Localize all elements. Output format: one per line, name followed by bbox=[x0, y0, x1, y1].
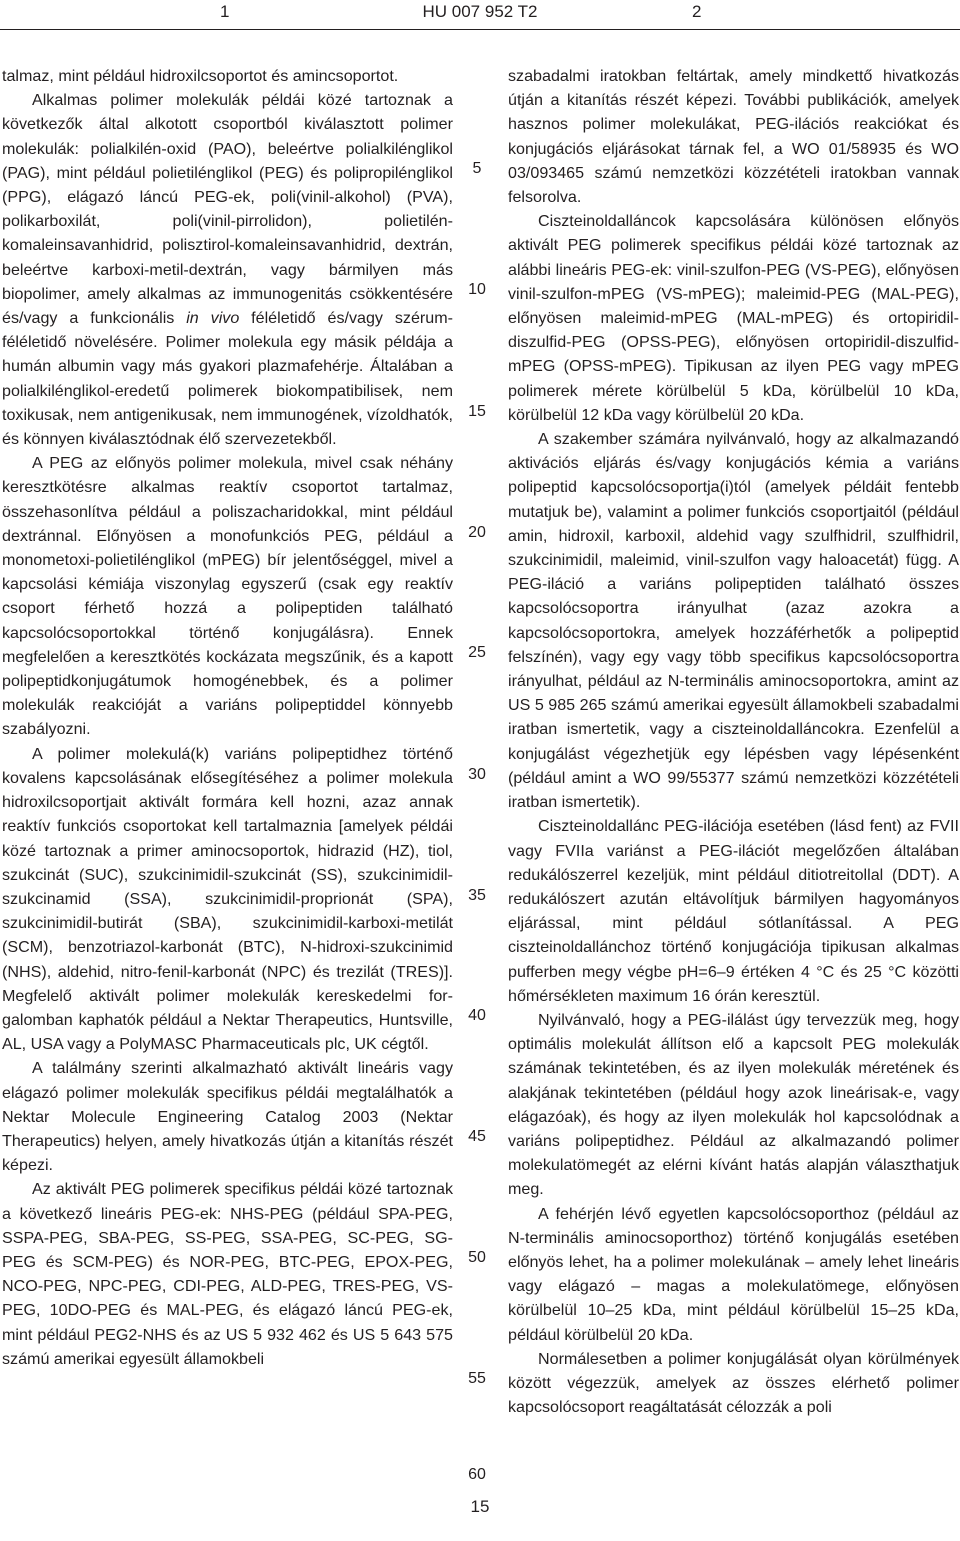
paragraph-text: féléletidő és/vagy szérum-féléletidő növelésére. Polimer molekula egy másik példája a humán albumin vagy más gyakori plazmafehérje. Általában a polialkilénglikol-eredetű polimerek biokompatibilisek, nem toxikusak, nem antigenikusak, nem immunogének, vízoldhatók, és könnyen kiválasztódnak élő szervezetekből. bbox=[2, 309, 453, 449]
page-number-left: 1 bbox=[220, 2, 230, 21]
paragraph: A szakember számára nyilvánvaló, hogy az alkalmazandó aktivációs eljárás és/vagy konjugációs kémia a variáns polipeptid kapcsolócsoportja(i)tól (amelyek példáit fentebb mutatjuk be), valamint a polimer funkciós csoportjaitól (például amin, hidroxil, karboxil, aldehid vagy szulfhidril, szulfhidril, szukcinimidil, maleimid, vinil-szulfon vagy haloacetát) függ. A PEG-iláció a variáns polipeptiden található összes kapcsolócsoportra irányulhat (azaz azokra a kapcsolócsoportokra, amelyek hozzáférhetők a polipeptid felszínén), vagy egy vagy több specifikus kapcsolócsoportra irányulhat, például az N-terminális aminocsoportokra, amint az US 5 985 265 számú amerikai egyesült államokbeli szabadalmi iratban ismertetik, vagy a ciszteinoldalláncokra. Ezenfelül a konjugálást végezhetjük egy lépésben vagy lépésenként (például amint a WO 99/55377 számú nemzetközi közzétételi iratban ismertetik). bbox=[508, 430, 959, 812]
paragraph: A találmány szerinti alkalmazható aktivált lineáris vagy elágazó polimer molekulák specifikus példái megtalálhatók a Nektar Molecule Engineering Catalog 2003 (Nektar Therapeutics) helyen, amely hivatkozás útján a kitanítás részét képezi. bbox=[2, 1059, 453, 1175]
paragraph: szabadalmi iratokban feltártak, amely mindkettő hivatkozás útján a kitanítás részét képezi. További publikációk, amelyek hasznos polimer molekulákat, PEG-ilációs reakciókat és konjugációs eljárásokat tárnak fel, a WO 01/58935 és WO 03/093465 számú nemzetközi közzétételi iratokban vannak felsorolva. bbox=[508, 67, 959, 207]
paragraph: Normálesetben a polimer konjugálását olyan körülmények között végezzük, amelyek az összes elérhető polimer kapcsolócsoport reagáltatását célozzák a poli bbox=[508, 1349, 959, 1417]
left-column bbox=[2, 64, 453, 1371]
line-number: 40 bbox=[468, 1007, 486, 1024]
paragraph: Ciszteinoldalláncok kapcsolására különösen előnyös aktivált PEG polimerek specifikus példái közé tartoznak az alábbi lineáris PEG-ek: vinil-szulfon-PEG (VS-PEG), előnyösen vinil-szulfon-mPEG (VS-mPEG); maleimid-PEG (MAL-PEG), előnyösen maleimid-mPEG (MAL-mPEG) és ortopiridil-diszulfid-PEG (OPSS-PEG), előnyösen ortopiridil-diszulfid-mPEG (OPSS-mPEG). Tipikusan az ilyen PEG vagy mPEG polimerek mérete körülbelül 5 kDa, körülbelül 10 kDa, körülbelül 12 kDa vagy körülbelül 20 kDa. bbox=[508, 212, 959, 424]
line-number: 45 bbox=[468, 1128, 486, 1145]
right-column bbox=[508, 64, 959, 1419]
header-rule bbox=[0, 29, 960, 30]
paragraph: A fehérjén lévő egyetlen kapcsolócsoporthoz (például az N-terminális aminocsoporthoz) történő konjugálás esetében előnyös lehet, ha a polimer molekulának – amely lehet lineáris vagy elágazó – magas a molekulatömege, előnyösen körülbelül 10–25 kDa, mint például körülbelül 15–25 kDa, például körülbelül 20 kDa. bbox=[508, 1204, 959, 1344]
line-number: 30 bbox=[468, 766, 486, 783]
paragraph: Az aktivált PEG polimerek specifikus példái közé tartoznak a következő lineáris PEG-ek: NHS-PEG (például SPA-PEG, SSPA-PEG, SBA-PEG, SS-PEG, SSA-PEG, SC-PEG, SG-PEG és SCM-PEG) és NOR-PEG, BTC-PEG, EPOX-PEG, NCO-PEG, NPC-PEG, CDI-PEG, ALD-PEG, TRES-PEG, VS-PEG, 10DO-PEG és MAL-PEG, és elágazó láncú PEG-ek, mint például PEG2-NHS és az US 5 932 462 és US 5 643 575 számú amerikai egyesült államokbeli bbox=[2, 1180, 453, 1368]
paragraph: Nyilvánvaló, hogy a PEG-ilálást úgy tervezzük meg, hogy optimális molekulát állítson elő a kapcsolt PEG molekulák számának tekintetében, és az ilyen molekulák méretének és alakjának tekintetében (például hogy azok lineárisak-e, vagy elágazóak), és hogy az ilyen molekulák hol kapcsolódnak a variáns polipeptidhez. Például az alkalmazandó polimer molekulatömegét az elérni kívánt hatás alapján választhatjuk meg. bbox=[508, 1010, 959, 1199]
paragraph: A polimer molekulá(k) variáns polipeptidhez történő kovalens kapcsolásának elősegítéséhez a polimer molekula hidroxilcsoportjait aktivált formára kell hozni, azaz annak reaktív funkciós csoportokat kell tartalmaznia [amelyek példái közé tartoznak a primer aminocsoportok, hidrazid (HZ), tiol, szukcinát (SUC), szukcinimidil-szukcinát (SS), szukcinimidil-szukcinamid (SSA), szukcinimidil-proprionát (SPA), szukcinimidil-butirát (SBA), szukcinimidil-karboxi-metilát (SCM), benzotriazol-karbonát (BTC), N-hidroxi-szukcinimid (NHS), aldehid, nitro-fenil-karbonát (NPC) és trezilát (TRES)]. Megfelelő aktivált polimer molekulák kereskedelmi forgalomban kaphatók például a Nektar Therapeutics, Huntsville, AL, USA vagy a PolyMASC Pharmaceuticals plc, UK cégtől. bbox=[2, 744, 453, 1054]
line-number: 55 bbox=[468, 1370, 486, 1387]
line-number: 50 bbox=[468, 1249, 486, 1266]
document-id: HU 007 952 T2 bbox=[422, 2, 538, 21]
italic-term: in bbox=[186, 309, 199, 328]
paragraph: talmaz, mint például hidroxilcsoportot és amincsoportot. bbox=[2, 67, 399, 85]
paragraph-text bbox=[199, 309, 211, 327]
line-number: 5 bbox=[472, 160, 482, 177]
line-number: 60 bbox=[468, 1466, 486, 1483]
line-number: 15 bbox=[468, 403, 486, 420]
paragraph: A PEG az előnyös polimer molekula, mivel csak néhány keresztkötésre alkalmas reaktív csoportot tartalmaz, összehasonlítva például a poliszacharidokkal, mint például dextránnal. Előnyösen a monofunkciós PEG, például a monometoxi-polietilénglikol (mPEG) bír jelentőséggel, mivel a kapcsolási kémiája viszonylag egyszerű (csak egy reaktív csoport férhető hozzá a polipeptiden található kapcsolócsoportokkal történő konjugálásra). Ennek megfelelően a keresztkötés kockázata megszűnik, és a kapott polipeptidkonjugátumok homogénebbek, és a polimer molekulák reakcióját a variáns polipeptiddel könnyebb szabályozni. bbox=[2, 454, 453, 739]
line-number: 35 bbox=[468, 887, 486, 904]
line-number: 25 bbox=[468, 644, 486, 661]
italic-term: vivo bbox=[210, 309, 240, 328]
paragraph: Ciszteinoldallánc PEG-ilációja esetében (lásd fent) az FVII vagy FVIIa variánst a PEG-ilációt megelőzően általában redukálószerrel kezeljük, mint például ditiotreitollal (DDT). A redukálószert azután eltávolítjuk bármilyen hagyományos eljárással, mint például sótlanítással. A PEG ciszteinoldallánchoz történő konjugációja tipikusan alkalmas pufferben megy végbe pH=6–9 értéken 4 °C és 25 °C közötti hőmérsékleten maximum 16 órán keresztül. bbox=[508, 817, 959, 1005]
page-footer-number: 15 bbox=[470, 1497, 490, 1516]
line-number: 10 bbox=[468, 281, 486, 298]
paragraph-text: Alkalmas polimer molekulák példái közé tartoznak a következők által alkotott csoportból kiválasztott polimer molekulák: polialkilén-oxid (PAO), beleértve polialkilénglikol (PAG), mint például polietilénglikol (PEG) és polipropilénglikol (PPG), elágazó láncú PEG-ek, poli(vinil-alkohol) (PVA), polikarboxilát, poli(vinil-pirrolidon), polietilén-komaleinsavanhidrid, polisztirol-komaleinsavanhidrid, dextrán, beleértve karboxi-metil-dextrán, vagy bármilyen más biopolimer, amely alkalmas az immunogenitás csökkentésére és/vagy a funkcionális bbox=[2, 91, 453, 328]
line-number: 20 bbox=[468, 524, 486, 541]
page-number-right: 2 bbox=[692, 2, 702, 21]
paragraph bbox=[2, 88, 453, 451]
